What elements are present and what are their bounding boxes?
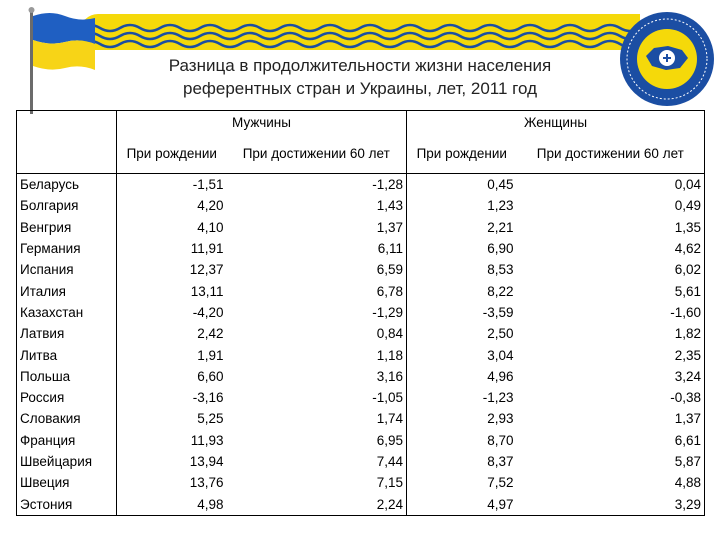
country-cell: Литва [17,344,117,365]
wave-decoration-icon [80,14,640,50]
country-cell: Казахстан [17,302,117,323]
value-cell: 2,93 [487,411,514,427]
value-cell: 1,23 [487,198,514,214]
country-cell: Латвия [17,323,117,344]
table-row [17,451,705,472]
value-cell: 4,62 [517,238,705,259]
value-cell: 6,59 [227,259,407,280]
corner-cell [17,111,117,174]
subheader-women-birth: При рождении [416,145,507,161]
value-cell: 0,04 [517,174,705,196]
country-cell: Швейцария [17,451,117,472]
value-cell: -1,23 [482,390,514,406]
value-cell: 4,20 [197,198,224,214]
table-row [17,323,705,344]
value-cell: 11,93 [190,432,224,448]
subheader-men-birth: При рождении [126,145,217,161]
table-row [17,238,705,259]
country-cell: Германия [17,238,117,259]
value-cell: 13,76 [189,475,224,491]
group-header-men: Мужчины [117,111,407,134]
value-cell: -3,59 [482,304,514,320]
value-cell: 1,35 [517,217,705,238]
value-cell: 4,97 [407,493,517,515]
country-cell: Швеция [17,472,117,493]
country-cell: Франция [17,430,117,451]
value-cell: 1,37 [227,217,407,238]
title-line-2: референтных стран и Украины, лет, 2011 год [183,79,537,98]
value-cell: 7,44 [227,451,407,472]
table-row [17,302,705,323]
value-cell: -1,29 [227,302,407,323]
value-cell: 1,74 [227,408,407,429]
value-cell: -0,38 [517,387,705,408]
value-cell: 13,11 [190,283,224,299]
decorative-banner [80,14,640,50]
value-cell: 6,78 [227,280,407,301]
value-cell: 8,22 [487,283,514,299]
value-cell: 2,24 [227,493,407,515]
title-line-1: Разница в продолжительности жизни населения [168,56,552,75]
country-cell: Польша [17,366,117,387]
value-cell: 0,45 [407,174,517,196]
value-cell: 4,88 [517,472,705,493]
value-cell: 11,91 [190,241,224,257]
value-cell: 1,91 [197,347,224,363]
value-cell: 2,35 [517,344,705,365]
subheader-women-60: При достижении 60 лет [517,133,705,174]
value-cell: 1,37 [517,408,705,429]
value-cell: 2,50 [487,326,514,342]
country-cell: Россия [17,387,117,408]
value-cell: 6,90 [487,241,514,257]
table-row [17,430,705,451]
ukraine-flag-icon [20,6,100,116]
value-cell: 1,82 [517,323,705,344]
value-cell: 5,61 [517,280,705,301]
group-header-women: Женщины [407,111,705,134]
organization-seal-icon [618,10,716,108]
value-cell: 8,37 [487,454,514,469]
life-expectancy-table [16,110,705,516]
value-cell: 5,87 [517,451,705,472]
value-cell: -1,51 [117,174,227,196]
value-cell: -1,28 [227,174,407,196]
value-cell: 2,21 [487,219,514,235]
value-cell: -1,60 [517,302,705,323]
value-cell: -1,05 [227,387,407,408]
country-cell: Италия [17,280,117,301]
value-cell: 4,10 [197,219,224,235]
value-cell: 3,29 [517,493,705,515]
table-row [17,387,705,408]
table-row [17,408,705,429]
table-row [17,280,705,301]
value-cell: 8,53 [487,262,514,278]
table-row [17,259,705,280]
country-cell: Беларусь [17,174,117,196]
value-cell: -3,16 [192,390,224,406]
value-cell: 6,11 [227,238,407,259]
value-cell: 7,52 [487,475,514,491]
country-cell: Словакия [17,408,117,429]
value-cell: 1,18 [227,344,407,365]
table-row [17,217,705,238]
table-body [17,174,705,516]
country-cell: Испания [17,259,117,280]
value-cell: 0,49 [517,195,705,216]
value-cell: 4,96 [487,368,514,384]
value-cell: 12,37 [189,262,224,278]
value-cell: 0,84 [227,323,407,344]
value-cell: 6,60 [197,368,224,384]
value-cell: 7,15 [227,472,407,493]
country-cell: Венгрия [17,217,117,238]
value-cell: 13,94 [189,454,224,469]
value-cell: -4,20 [192,304,224,320]
table-row [17,344,705,365]
value-cell: 6,02 [517,259,705,280]
table-row [17,472,705,493]
table-row [17,493,705,515]
value-cell: 3,24 [517,366,705,387]
value-cell: 1,43 [227,195,407,216]
value-cell: 3,16 [227,366,407,387]
value-cell: 6,61 [517,430,705,451]
value-cell: 4,98 [117,493,227,515]
value-cell: 6,95 [227,430,407,451]
subheader-men-60: При достижении 60 лет [227,133,407,174]
value-cell: 8,70 [487,432,514,448]
value-cell: 3,04 [487,347,514,363]
table-row [17,174,705,196]
value-cell: 2,42 [197,326,224,342]
value-cell: 5,25 [197,411,224,427]
table-row [17,366,705,387]
country-cell: Эстония [17,493,117,515]
table-row [17,195,705,216]
country-cell: Болгария [17,195,117,216]
page-title [110,54,610,100]
